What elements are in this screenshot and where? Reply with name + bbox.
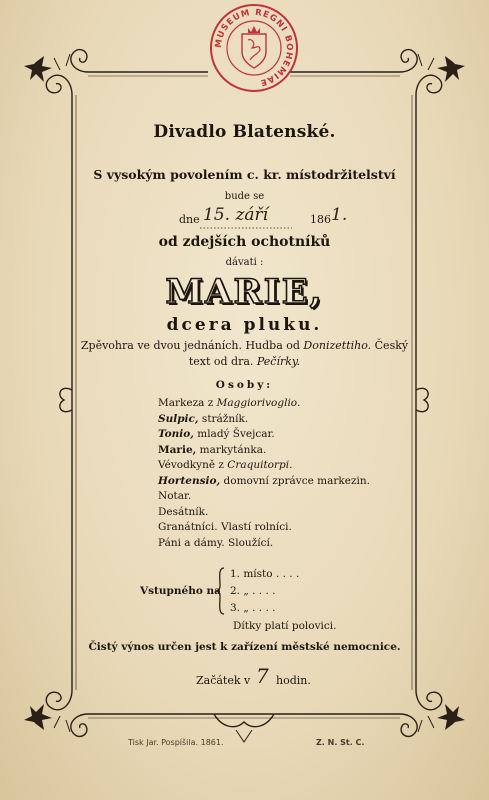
cast-list bbox=[158, 396, 370, 551]
seat-brace bbox=[214, 566, 226, 616]
cast-entry: Markeza z Maggiorivoglio. bbox=[158, 397, 301, 409]
seat-tier-3: 3. „ . . . . bbox=[230, 602, 276, 614]
description-line-2: text od dra. Pečírky. bbox=[188, 355, 301, 368]
description-line-1: Zpěvohra ve dvou jednáních. Hudba od Donizettiho. Český bbox=[80, 339, 409, 352]
start-prefix: Začátek v bbox=[196, 674, 251, 687]
date-dotted-line bbox=[200, 226, 292, 230]
start-hour-handwritten: 7 bbox=[256, 664, 269, 688]
cast-entry: Páni a dámy. Sloužící. bbox=[158, 536, 274, 549]
cast-entry: Granátníci. Vlastí rolníci. bbox=[158, 521, 292, 533]
opera-title: MARIE, bbox=[165, 272, 324, 312]
cast-entry: Marie, markytánka. bbox=[158, 443, 267, 456]
cast-heading: Osoby: bbox=[215, 379, 274, 391]
charity-note: Čistý výnos určen jest k zařízení městské nemocnice. bbox=[88, 641, 401, 653]
date-year-handwritten: 1. bbox=[331, 205, 348, 225]
children-note: Dítky platí polovici. bbox=[233, 620, 337, 632]
printer-mark: Z. N. St. C. bbox=[316, 738, 365, 747]
cast-entry: Vévodkyně z Craquitorpi. bbox=[158, 459, 293, 471]
stamp-ring-text: MUSEUM REGNI BOHEMIAE bbox=[213, 7, 295, 88]
cast-entry: Hortensio, domovní zprávce markezin. bbox=[158, 474, 370, 487]
seat-tier-1: 1. místo . . . . bbox=[230, 568, 300, 580]
date-year-printed: 186 bbox=[310, 213, 331, 226]
start-suffix: hodin. bbox=[276, 674, 311, 687]
date-handwritten: 15. září bbox=[203, 205, 269, 225]
cast-entry: Tonio, mladý Švejcar. bbox=[158, 428, 275, 440]
date-prefix: dne bbox=[179, 213, 200, 226]
cast-entry: Desátník. bbox=[158, 505, 209, 518]
opera-subtitle: dcera pluku. bbox=[166, 315, 323, 335]
cast-entry: Notar. bbox=[158, 490, 192, 502]
entry-label: Vstupného na bbox=[140, 585, 221, 597]
bude-se: bude se bbox=[224, 191, 265, 202]
davati-line: dávati : bbox=[225, 257, 264, 268]
permit-line: S vysokým povolením c. kr. místodržitelství bbox=[93, 167, 396, 182]
cast-entry: Sulpic, strážník. bbox=[158, 412, 249, 425]
theatre-name: Divadlo Blatenské. bbox=[153, 122, 336, 142]
museum-stamp bbox=[208, 2, 300, 94]
seat-tier-2: 2. „ . . . . bbox=[230, 585, 276, 597]
performers-line: od zdejších ochotníků bbox=[158, 234, 331, 250]
printer-imprint: Tisk Jar. Pospíšila. 1861. bbox=[128, 738, 224, 747]
